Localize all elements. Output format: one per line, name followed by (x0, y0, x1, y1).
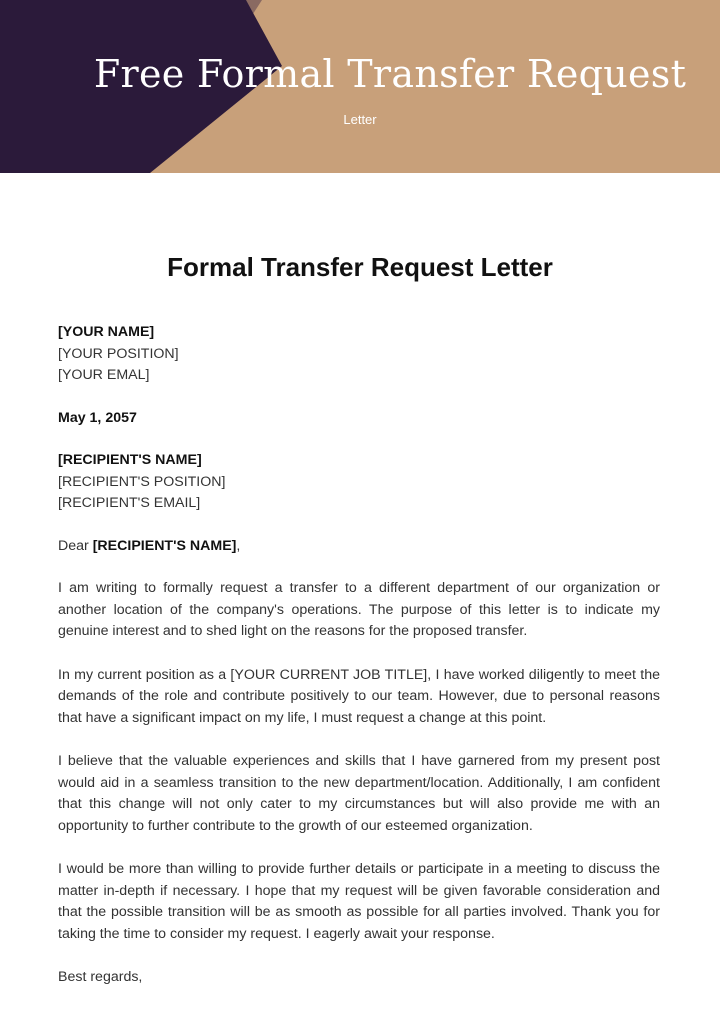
body-paragraph-3: I believe that the valuable experiences and skills that I have garnered from my present post would aid in a seamless transition to the new department/location. Additionally, I am confident that this change will not only cater to my circumstances but will also provide me with an opportunity to further contribute to the growth of our esteemed organization. (58, 753, 660, 834)
body-paragraph-1: I am writing to formally request a transfer to a different department of our organization or another location of the company's operations. The purpose of this letter is to indicate my genuine interest and to shed light on the reasons for the proposed transfer. (58, 580, 660, 639)
letter-body (58, 322, 660, 989)
sender-name: [YOUR NAME] (58, 324, 155, 340)
body-paragraph-2: In my current position as a [YOUR CURRENT JOB TITLE], I have worked diligently to meet the demands of the role and contribute positively to our team. However, due to personal reasons that have a significant impact on my life, I must request a change at this point. (58, 666, 660, 726)
document-title: Formal Transfer Request Letter (167, 252, 553, 282)
body-paragraph-4: I would be more than willing to provide further details or participate in a meeting to discuss the matter in-depth if necessary. I hope that my request will be given favorable consideration and that the possible transition will be as smooth as possible for all parties involved. Thank you for taking the time to consider my request. I eagerly await your response. (58, 861, 660, 942)
salutation (58, 536, 660, 558)
recipient-block (58, 450, 660, 515)
salutation-prefix: Dear (58, 537, 93, 554)
closing: Best regards, (58, 969, 143, 985)
recipient-email: [RECIPIENT'S EMAIL] (58, 495, 201, 511)
recipient-position: [RECIPIENT'S POSITION] (58, 473, 226, 490)
salutation-suffix: , (236, 537, 241, 554)
header-banner (0, 0, 720, 173)
banner-subtitle: Letter (343, 112, 377, 127)
sender-email: [YOUR EMAL] (58, 367, 150, 383)
sender-block (58, 322, 660, 387)
salutation-name: [RECIPIENT'S NAME] (92, 537, 237, 554)
sender-position: [YOUR POSITION] (58, 345, 179, 362)
banner-title: Free Formal Transfer Request (93, 52, 687, 96)
recipient-name: [RECIPIENT'S NAME] (58, 452, 202, 468)
letter-date: May 1, 2057 (58, 409, 137, 426)
